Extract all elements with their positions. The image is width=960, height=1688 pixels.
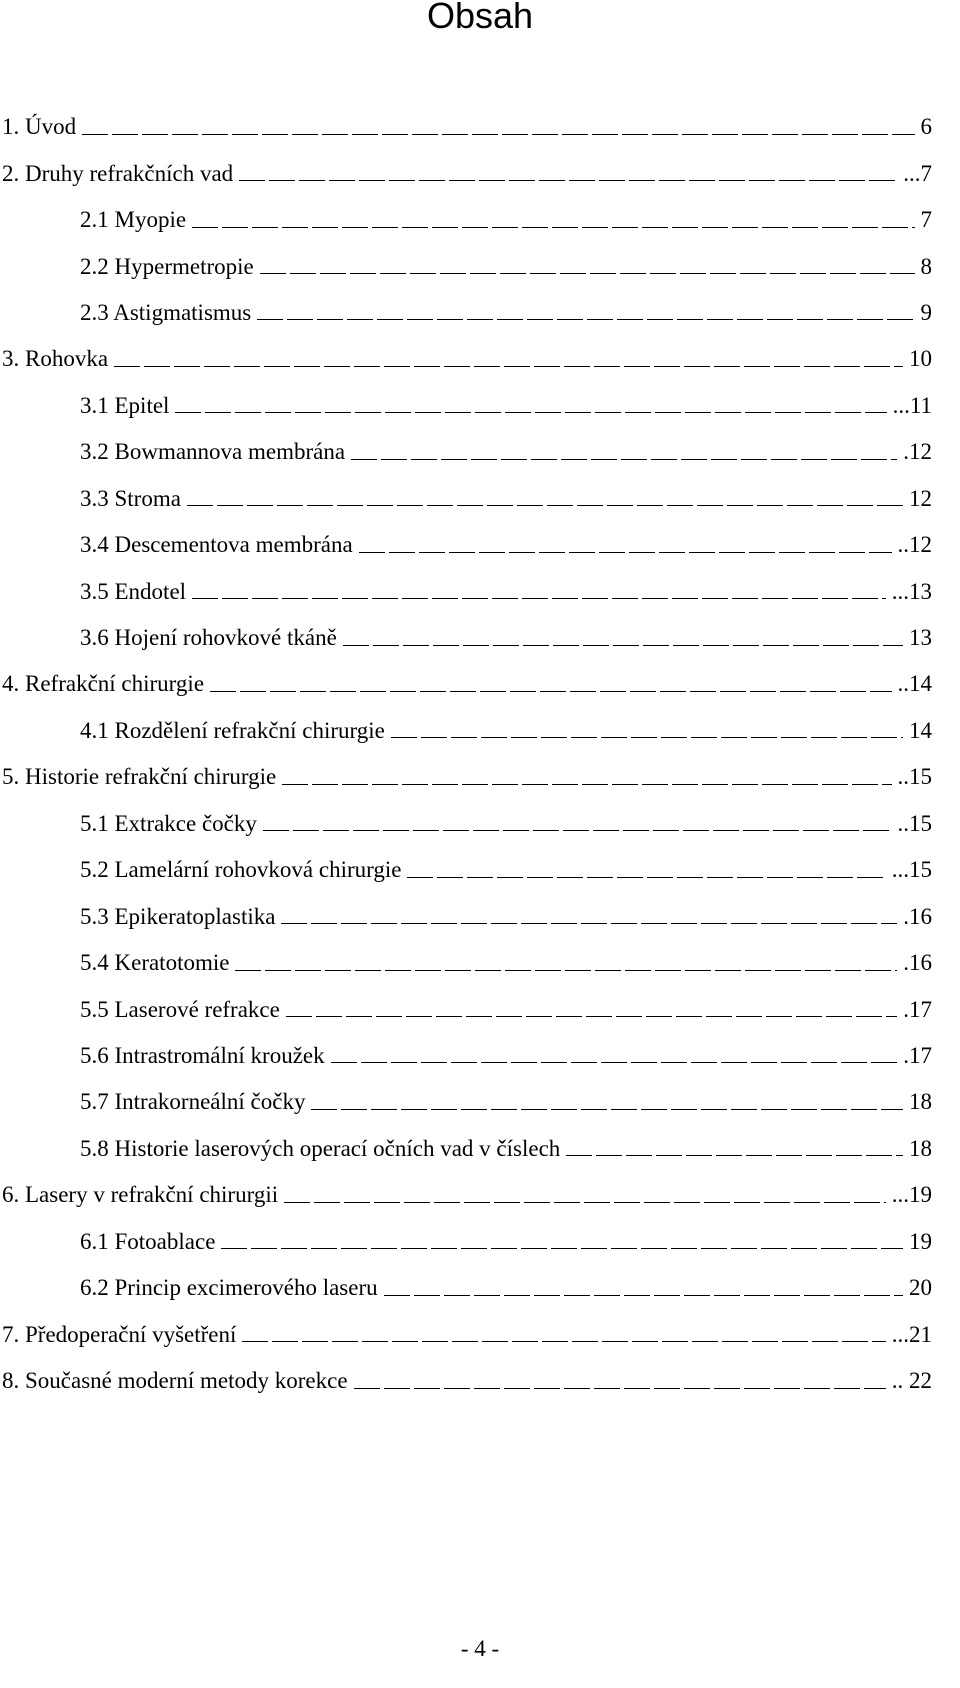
toc-entry-label: 7. Předoperační vyšetření [2,1321,237,1347]
toc-entry [0,336,960,382]
page-title: Obsah [426,0,534,36]
toc-entry-label: 2.1 Myopie [80,207,187,233]
toc-entry-label: 2.3 Astigmatismus [80,299,252,325]
toc-entry-page: 12 [909,485,932,511]
toc-entry-label: 2.2 Hypermetropie [80,253,254,279]
toc-entry [0,243,960,289]
toc-entry [0,476,960,522]
toc-entry [0,986,960,1032]
toc-leader-line [221,1248,903,1249]
toc-entry [0,568,960,614]
toc-entry [0,522,960,568]
toc-entry [0,1079,960,1125]
toc-entry-label: 5. Historie refrakční chirurgie [2,764,277,790]
toc-entry [0,1172,960,1218]
toc-entry [0,429,960,475]
toc-entry-label: 5.1 Extrakce čočky [80,810,257,836]
toc-leader-line [260,273,915,274]
toc-entry-label: 6.1 Fotoablace [80,1228,216,1254]
toc-entry [0,1311,960,1357]
toc-entry-page: 18 [909,1089,932,1115]
toc-entry-page: 6 [920,114,932,140]
toc-entry-page: ..15 [897,764,932,790]
toc-entry [0,1126,960,1172]
toc-entry-label: 4.1 Rozdělení refrakční chirurgie [80,717,385,743]
toc-entry-page: ..15 [897,810,932,836]
toc-entry-label: 5.3 Epikeratoplastika [80,903,276,929]
toc-leader-line [354,1388,886,1389]
toc-entry [0,1265,960,1311]
toc-leader-line [331,1062,898,1063]
toc-entry-page: ...15 [891,857,932,883]
toc-leader-line [257,319,914,320]
toc-leader-line [192,598,886,599]
toc-leader-line [391,737,903,738]
toc-leader-line [286,1016,897,1017]
toc-entry-label: 5.7 Intrakorneální čočky [80,1089,306,1115]
toc-leader-line [210,691,891,692]
toc-entry-page: ...19 [891,1182,932,1208]
toc-entry-label: 3.1 Epitel [80,392,170,418]
toc-entry-page: 10 [909,346,932,372]
toc-leader-line [351,459,897,460]
toc-entry-page: ...21 [891,1321,932,1347]
toc-leader-line [192,227,914,228]
toc-entry-page: ..12 [897,532,932,558]
toc-entry-label: 8. Současné moderní metody korekce [2,1368,348,1394]
toc-entry [0,801,960,847]
toc-entry [0,708,960,754]
toc-entry-page: ...13 [891,578,932,604]
toc-entry [0,1219,960,1265]
toc-entry-label: 6. Lasery v refrakční chirurgii [2,1182,279,1208]
toc-entry-page: ..14 [897,671,932,697]
toc-entry-page: .12 [903,439,932,465]
page-number: - 4 - [460,1636,500,1661]
toc-leader-line [284,1202,886,1203]
toc-leader-line [359,552,892,553]
toc-entry [0,615,960,661]
toc-leader-line [566,1155,903,1156]
toc-entry [0,847,960,893]
toc-entry [0,1358,960,1404]
toc-entry-page: 8 [920,253,932,279]
toc-entry-label: 1. Úvod [2,114,77,140]
toc-entry-page: 7 [920,207,932,233]
toc-leader-line [263,830,892,831]
toc-leader-line [281,923,897,924]
toc-leader-line [311,1109,903,1110]
toc-entry-page: .17 [903,1042,932,1068]
toc-entry-label: 3.4 Descementova membrána [80,532,353,558]
toc-entry-label: 3. Rohovka [2,346,109,372]
toc-entry-label: 5.6 Intrastromální kroužek [80,1042,325,1068]
toc-entry-page: .. 22 [891,1368,932,1394]
toc-entry-label: 5.8 Historie laserových operací očních vad v číslech [80,1135,561,1161]
toc-leader-line [282,784,891,785]
toc-entry [0,150,960,196]
toc-leader-line [343,645,903,646]
toc-leader-line [407,877,885,878]
toc-leader-line [239,180,897,181]
toc-leader-line [114,366,903,367]
toc-entry [0,754,960,800]
toc-leader-line [82,134,914,135]
toc-entry-page: ...7 [903,160,932,186]
table-of-contents [0,104,960,1404]
toc-entry-page: .16 [903,903,932,929]
toc-entry-label: 3.5 Endotel [80,578,187,604]
toc-entry [0,383,960,429]
toc-entry-page: 14 [909,717,932,743]
toc-entry-label: 2. Druhy refrakčních vad [2,160,234,186]
toc-entry [0,940,960,986]
toc-leader-line [384,1295,903,1296]
toc-entry-label: 5.5 Laserové refrakce [80,996,280,1022]
toc-entry-page: 19 [909,1228,932,1254]
toc-entry-label: 5.2 Lamelární rohovková chirurgie [80,857,402,883]
toc-entry-label: 6.2 Princip excimerového laseru [80,1275,378,1301]
toc-entry-page: 9 [920,299,932,325]
toc-entry [0,197,960,243]
toc-entry-page: 20 [909,1275,932,1301]
toc-leader-line [235,970,897,971]
toc-leader-line [242,1341,885,1342]
toc-entry [0,290,960,336]
toc-entry-label: 4. Refrakční chirurgie [2,671,205,697]
toc-entry-page: ...11 [892,392,932,418]
toc-entry-page: .17 [903,996,932,1022]
toc-entry-label: 3.2 Bowmannova membrána [80,439,346,465]
toc-entry-label: 5.4 Keratotomie [80,950,230,976]
toc-entry [0,1033,960,1079]
toc-leader-line [187,505,903,506]
toc-entry-page: .16 [903,950,932,976]
toc-entry [0,893,960,939]
toc-entry [0,104,960,150]
toc-entry-page: 18 [909,1135,932,1161]
toc-entry-page: 13 [909,625,932,651]
toc-entry-label: 3.6 Hojení rohovkové tkáně [80,625,337,651]
toc-entry-label: 3.3 Stroma [80,485,181,511]
toc-leader-line [175,412,886,413]
toc-entry [0,661,960,707]
